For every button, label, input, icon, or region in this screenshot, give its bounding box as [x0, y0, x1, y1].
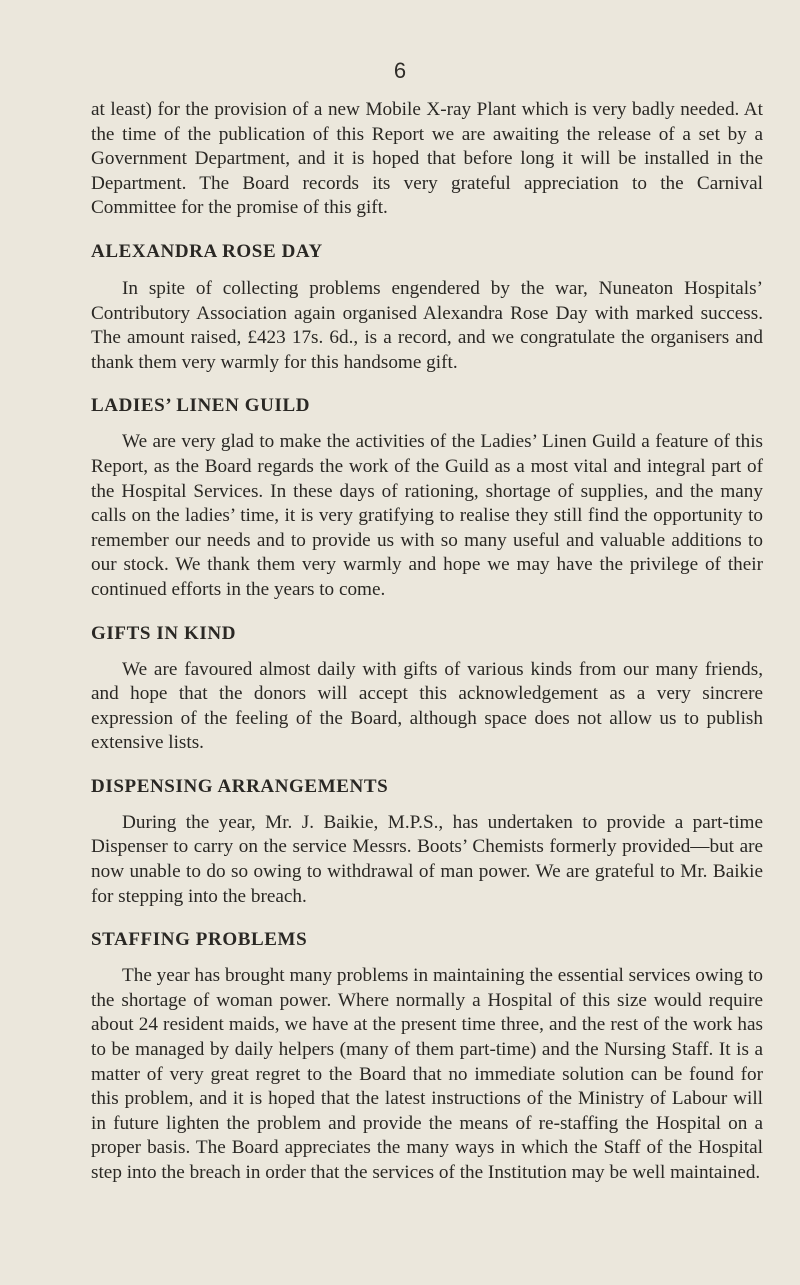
paragraph-dispensing-arrangements: During the year, Mr. J. Baikie, M.P.S., has undertaken to provide a part-time Dispenser to carry on the service Messrs. Boots’ Chemists formerly provided—but are now unable to do so owing to withdrawal of man power. We are grateful to Mr. Baikie for stepping into the breach. [91, 811, 763, 907]
paragraph-alexandra-rose-day: In spite of collecting problems engendered by the war, Nuneaton Hospitals’ Contributory Association again organised Alexandra Rose Day with marked success. The amount raised, £423 17s. 6d., is a record, and we congratulate the organisers and thank them very warmly for this handsome gift. [91, 277, 763, 373]
heading-dispensing-arrangements: DISPENSING ARRANGEMENTS [91, 775, 389, 797]
heading-ladies-linen-guild: LADIES’ LINEN GUILD [91, 395, 311, 417]
page-content [91, 98, 763, 1186]
intro-paragraph: at least) for the provision of a new Mobile X-ray Plant which is very badly needed. At the time of the publication of this Report we are awaiting the release of a set by a Government Department, and it is hoped that before long it will be installed in the Department. The Board records its very grateful appreciation to the Carnival Committee for the promise of this gift. [91, 99, 763, 219]
heading-alexandra-rose-day: ALEXANDRA ROSE DAY [91, 240, 323, 262]
paragraph-gifts-in-kind: We are favoured almost daily with gifts of various kinds from our many friends, and hope that the donors will accept this acknowledgement as a very sincrere expression of the feeling of the Board, although space does not allow us to publish extensive lists. [91, 658, 763, 754]
page-number: 6 [393, 58, 407, 83]
heading-staffing-problems: STAFFING PROBLEMS [91, 929, 308, 951]
heading-gifts-in-kind: GIFTS IN KIND [91, 622, 237, 644]
paragraph-staffing-problems: The year has brought many problems in maintaining the essential services owing to the shortage of woman power. Where normally a Hospital of this size would require about 24 resident maids, we have at the present time three, and the rest of the work has to be managed by daily helpers (many of them part-time) and the Nursing Staff. It is a matter of very great regret to the Board that no immediate solution can be found for this problem, and it is hoped that the latest instructions of the Ministry of Labour will in future lighten the problem and provide the means of re-staffing the Hospital on a proper basis. The Board appreciates the many ways in which the Staff of the Hospital step into the breach in order that the services of the Institution may be well maintained. [91, 965, 763, 1183]
paragraph-ladies-linen-guild: We are very glad to make the activities of the Ladies’ Linen Guild a feature of this Report, as the Board regards the work of the Guild as a most vital and integral part of the Hospital Services. In these days of rationing, shortage of supplies, and the many calls on the ladies’ time, it is very gratifying to realise they still find the opportunity to remember our needs and to provide us with so many useful and valuable additions to our stock. We thank them very warmly and hope we may have the privilege of their continued efforts in the years to come. [91, 431, 763, 600]
